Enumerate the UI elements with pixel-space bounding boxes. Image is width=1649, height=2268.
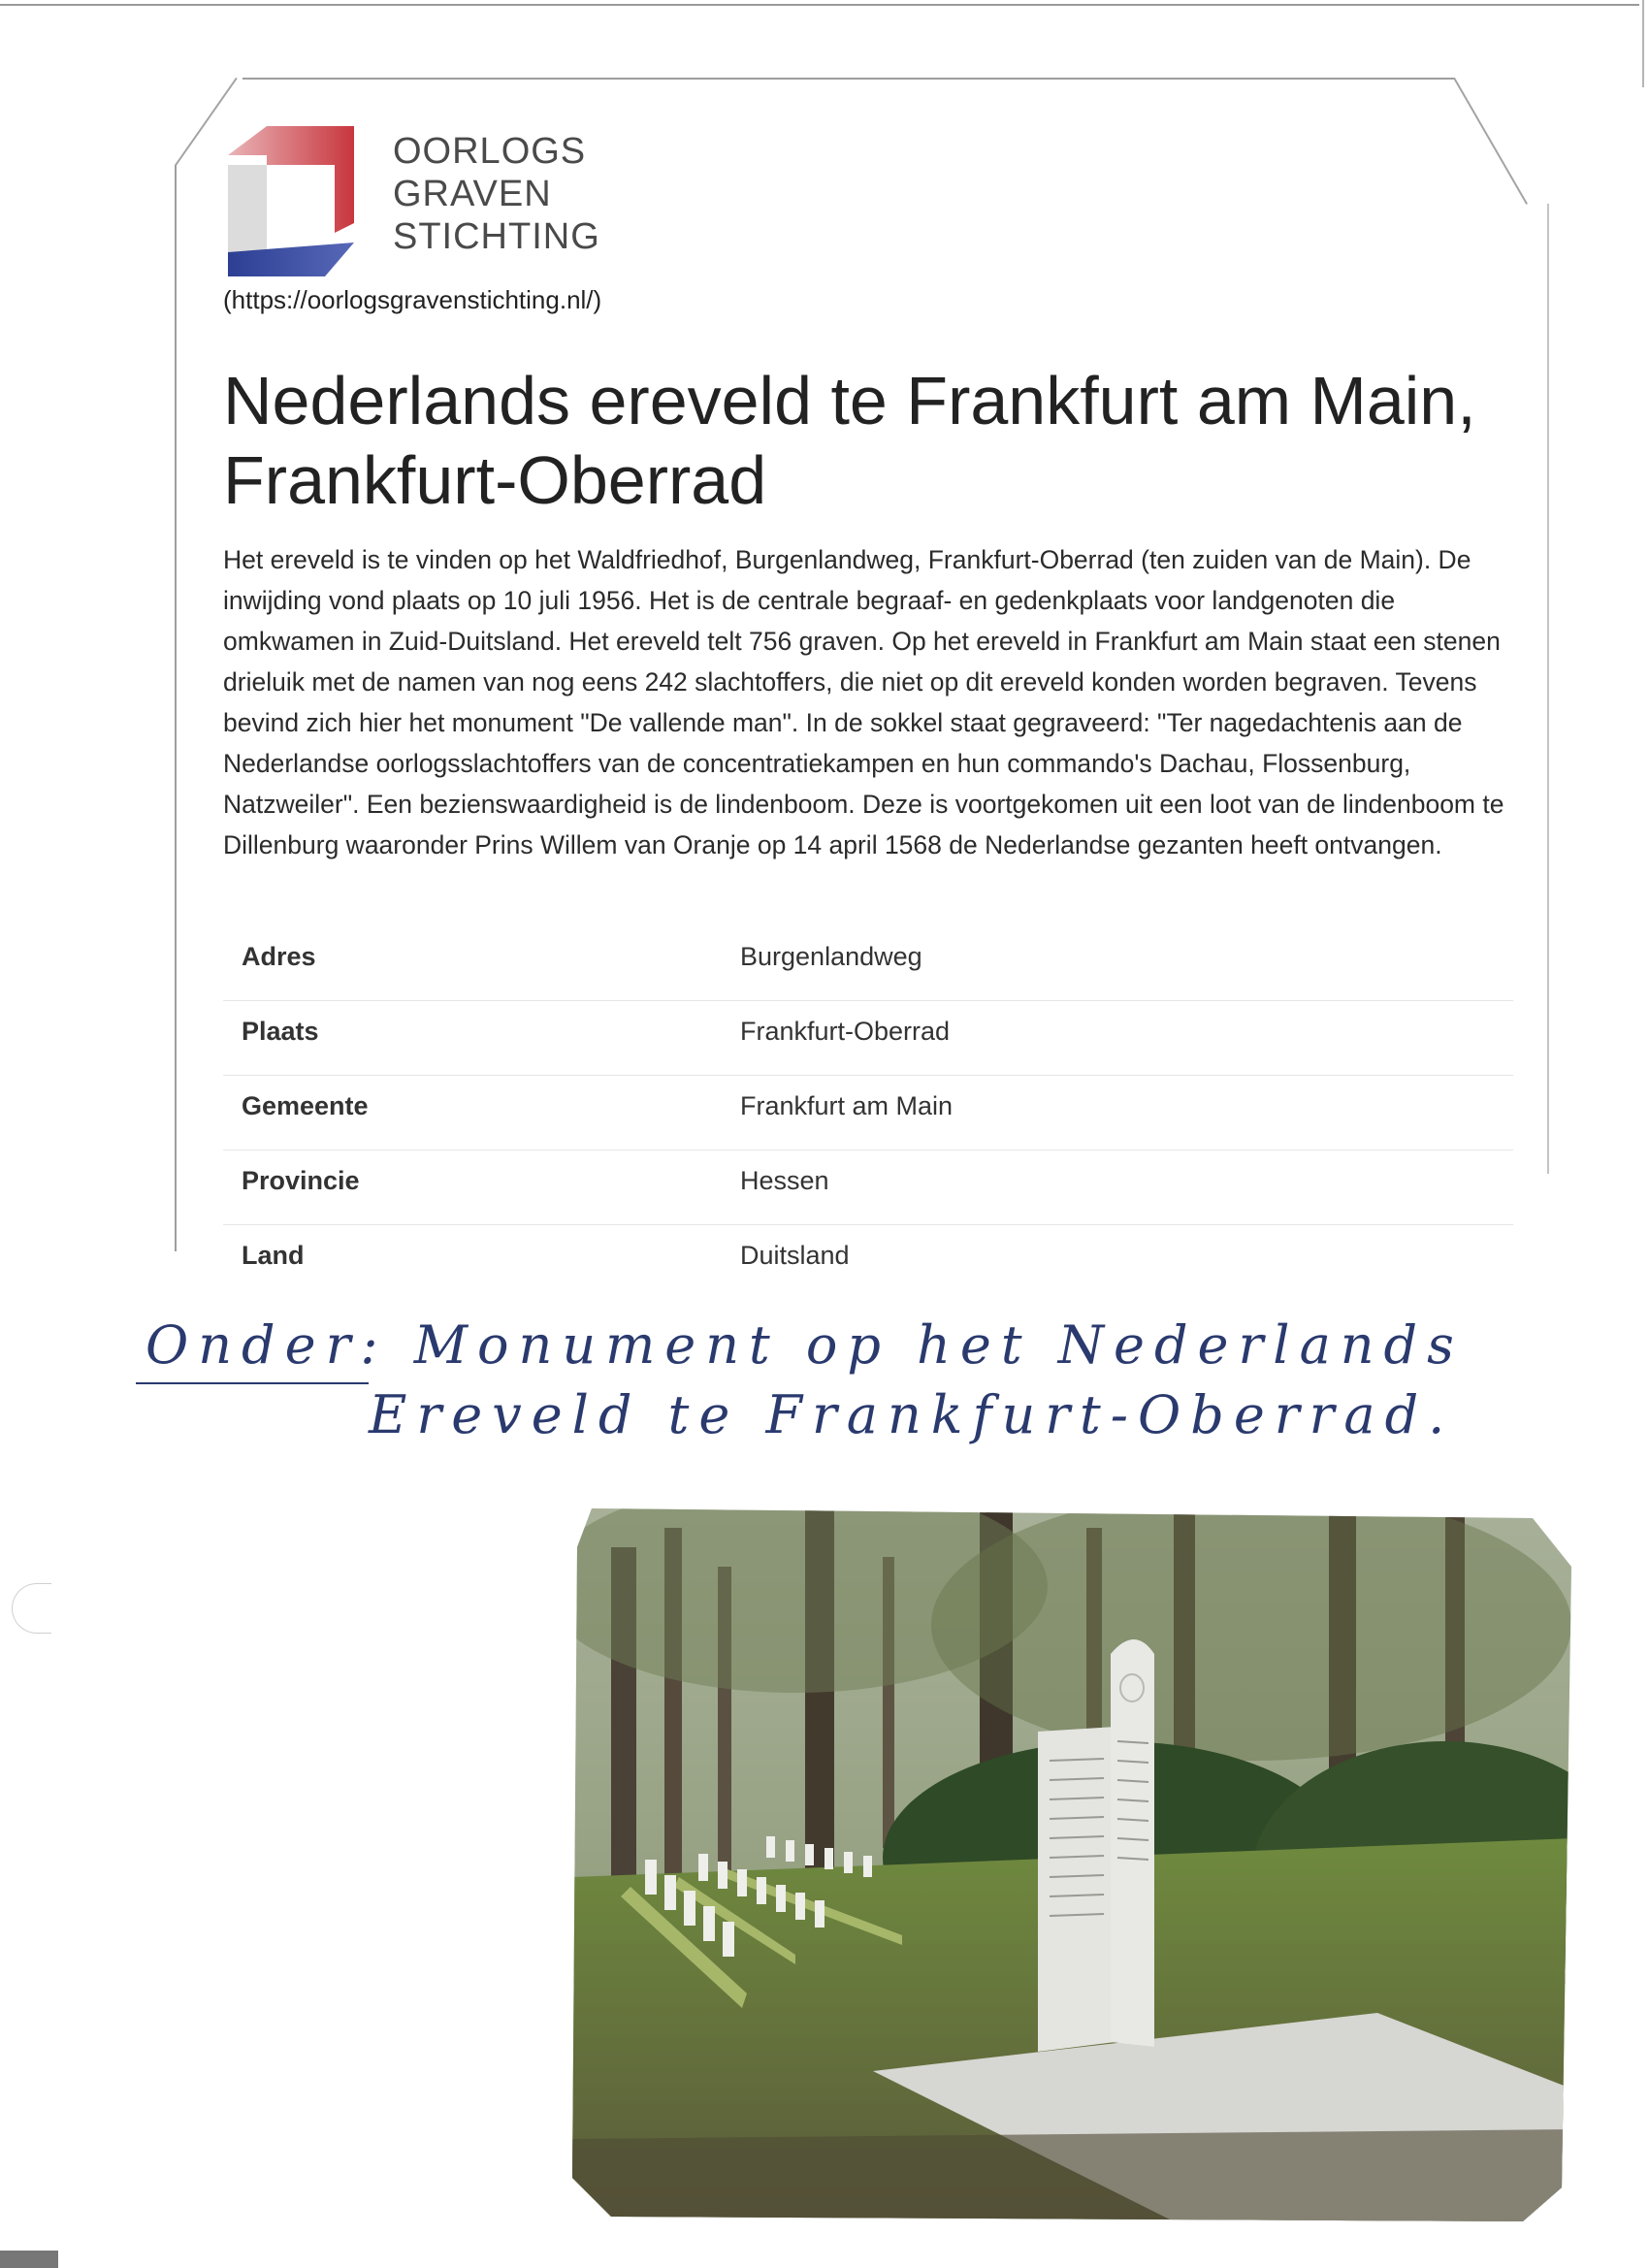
detail-value: Hessen [740,1166,829,1195]
printout-edge-right [1547,204,1549,1174]
details-table [223,926,1513,1299]
page-title: Nederlands ereveld te Frankfurt am Main, Frankfurt-Oberrad [223,363,1476,518]
intro-paragraph: Het ereveld is te vinden op het Waldfriedhof, Burgenlandweg, Frankfurt-Oberrad (ten zuiden van de Main). De inwijding vond plaats op 10 juli 1956. Het is de centrale begraaf- en gedenkplaats voor landgenoten die omkwamen in Zuid-Duitsland. Het ereveld telt 756 graven. Op het ereveld in Frankfurt am Main staat een stenen drieluik met de namen van nog eens 242 slachtoffers, die niet op dit ereveld konden worden begraven. Tevens bevind zich hier het monument "De vallende man". In de sokkel staat gegraveerd: "Ter nagedachtenis aan de Nederlandse oorlogsslachtoffers van de concentratiekampen en hun commando's Dachau, Flossenburg, Natzweiler". Een bezienswaardigheid is de lindenboom. Deze is voortgekomen uit een loot van de lindenboom te Dillenburg waaronder Prins Willem van Oranje op 14 april 1568 de Nederlandse gezanten heeft ontvangen. [223,545,1504,859]
detail-row-provincie [223,1150,1513,1225]
caption-line-2: Ereveld te Frankfurt-Oberrad. [369,1384,1455,1445]
detail-value: Burgenlandweg [740,942,922,971]
detail-value: Frankfurt am Main [740,1091,954,1120]
logo-line-1: OORLOGS [393,131,587,172]
detail-label: Gemeente [242,1091,369,1120]
scan-bottom-mark [0,2251,58,2268]
cemetery-photo-image [572,1508,1576,2221]
detail-value: Frankfurt-Oberrad [740,1017,951,1046]
detail-row-land [223,1225,1513,1299]
punch-hole-mark [12,1583,51,1634]
site-url-link[interactable]: (https://oorlogsgravenstichting.nl/) [223,285,602,314]
detail-label: Plaats [242,1017,319,1046]
caption-underline [136,1382,369,1384]
logo-wordmark [393,130,600,258]
detail-row-gemeente [223,1076,1513,1150]
detail-value: Duitsland [740,1241,850,1270]
detail-label: Adres [242,942,316,971]
detail-row-adres [223,926,1513,1001]
detail-row-plaats [223,1001,1513,1076]
printout-edge-left [175,165,177,1251]
scan-edge-right [1642,0,1644,87]
logo-mark-icon [228,126,364,281]
scan-edge-top [0,4,1639,6]
logo-line-2: GRAVEN [393,174,552,214]
cemetery-photo [572,1508,1576,2221]
caption-line-1: Onder: Monument op het Nederlands [146,1314,1464,1376]
printout-edge-top [242,78,1455,80]
oorlogsgravenstichting-logo[interactable] [228,126,635,281]
printout-corner-right [1453,78,1528,205]
handwritten-caption [136,1314,1571,1460]
logo-line-3: STICHTING [393,216,600,257]
detail-label: Land [242,1241,305,1270]
detail-label: Provincie [242,1166,360,1195]
